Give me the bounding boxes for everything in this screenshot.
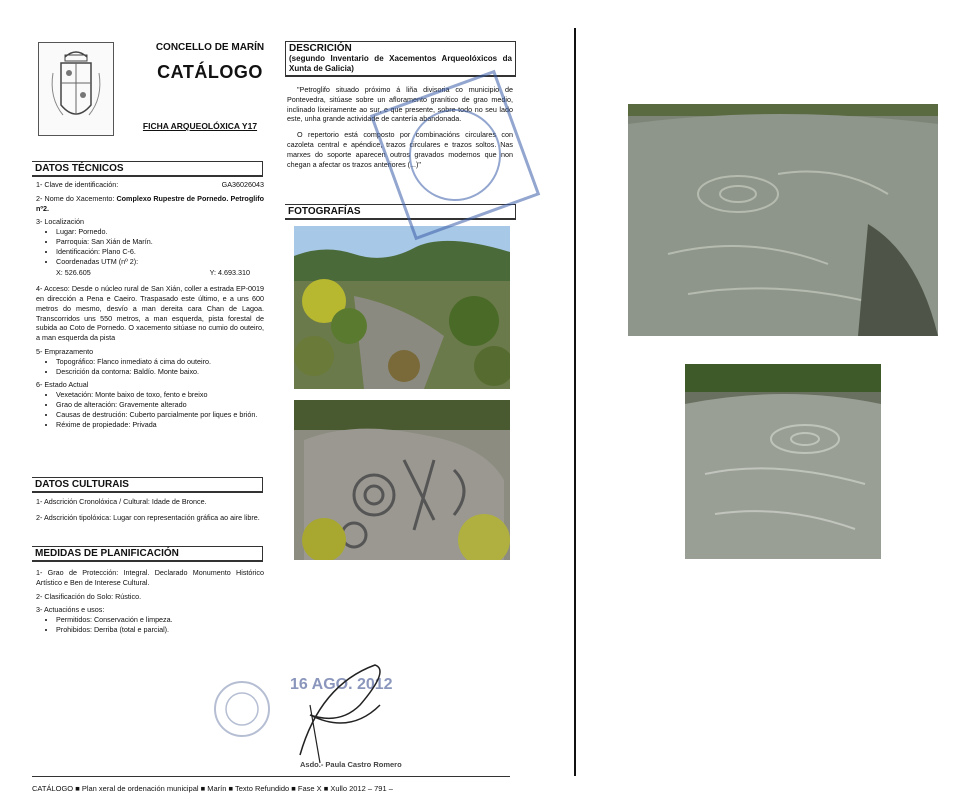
emprazamento-list [46, 357, 264, 377]
parroquia: • Parroquia: San Xián de Marín. [56, 237, 264, 247]
medidas-body [36, 568, 264, 637]
catalogue-title: CATÁLOGO [157, 62, 263, 82]
photo-rock-1 [628, 104, 938, 336]
lugar: • Lugar: Pornedo. [56, 227, 264, 237]
section-medidas: MEDIDAS DE PLANIFICACIÓN [32, 546, 263, 562]
localizacion-list [46, 227, 264, 266]
adscricion-tipo: 2- Adscrición tipolóxica: Lugar con representación gráfica ao aire libre. [36, 512, 260, 522]
seal-stamp [213, 680, 271, 738]
ficha-title: FICHA ARQUEOLÓXICA Y17 [142, 121, 258, 131]
coat-of-arms [38, 42, 114, 136]
footer: CATÁLOGO ■ Plan xeral de ordenación municipal ■ Marín ■ Texto Refundido ■ Fase X ■ Xullo 2012 – 791 – [32, 784, 393, 793]
actuacions-label: 3- Actuacións e usos: [36, 605, 105, 615]
date-stamp: 16 AGO. 2012 [290, 676, 393, 693]
identificacion: • Identificación: Plano C-6. [56, 247, 264, 257]
clasificacion: 2- Clasificación do Solo: Rústico. [36, 591, 142, 601]
signature-icon [280, 645, 400, 765]
nome-value: Complexo Rupestre de Pornedo. Petroglifo nº2. [36, 193, 264, 213]
coords-row [36, 268, 264, 278]
rexime: • Réxime de propiedade: Privada [56, 420, 264, 430]
permitidos: • Permitidos: Conservación e limpeza. [56, 615, 264, 625]
seal-stamp-icon [213, 680, 271, 738]
photo-landscape [294, 226, 510, 389]
adscricion-crono: 1- Adscrición Cronolóxica / Cultural: Idade de Bronce. [36, 497, 207, 506]
descricion-heading: DESCRICIÓN [289, 43, 352, 54]
signature-name: Asdo.- Paula Castro Romero [300, 760, 402, 769]
estado-label: 6- Estado Actual [36, 380, 89, 390]
coordenadas: • Coordenadas UTM (nº 2): [56, 257, 264, 267]
page-divider [574, 28, 576, 776]
descricion-para1: "Petroglifo situado próximo á liña divisoria co municipio de Pontevedra, sitúase sobre un afloramento granítico de grao medio, inclinado lixeiramente ao sur, e que presente, sobre todo no seu lado este, unha grande actividade de cantería abandonada. [287, 85, 513, 124]
datos-tecnicos-body [36, 180, 264, 431]
coat-of-arms-icon [39, 43, 113, 135]
clave-row [36, 180, 264, 190]
alteracion: • Grao de alteración: Gravemente alterado [56, 400, 264, 410]
section-fotografias: FOTOGRAFÍAS [285, 204, 516, 220]
contorna: • Descrición da contorna: Baldío. Monte baixo. [56, 367, 264, 377]
causas: • Causas de destrución: Cuberto parcialmente por liques e brión. [56, 410, 264, 420]
descricion-para2: O repertorio está composto por combinacións circulares con cazoleta central e apéndice, trazos circulares e trazos soltos. Nas marxes do soporte aparecen outros gravados modernos que non chegan a afectar os trazos anteriores (...)" [287, 130, 513, 169]
footer-rule [32, 776, 510, 777]
nome-label: 2- Nome do Xacemento: [36, 193, 115, 203]
clave-value: GA36026043 [221, 180, 264, 189]
council-name: CONCELLO DE MARÍN [155, 42, 265, 53]
photo-carving [294, 400, 510, 560]
signature [280, 645, 400, 765]
localizacion-label: 3- Localización [36, 217, 84, 227]
nome-row [36, 194, 264, 214]
section-datos-culturais: DATOS CULTURAIS [32, 477, 263, 493]
vexetacion: • Vexetación: Monte baixo de toxo, fento e breixo [56, 390, 264, 400]
emprazamento-label: 5- Emprazamento [36, 346, 94, 356]
clave-label: 1- Clave de identificación: [36, 180, 119, 189]
acceso: 4- Acceso: Desde o núcleo rural de San Xián, coller a estrada EP-0019 en dirección a Pena e Caeiro. Traspasado este último, e a uns 600 metros do mesmo, desvío a man dereita cara Chan de Lagoa. Transcorridos uns 550 metros, a man esquerda, pista forestal de subida ao Coto de Pornedo. O xacemento sitúase no cumio do outeiro, a man esquerda da pista [36, 284, 264, 343]
coord-y: Y: 4.693.310 [209, 268, 250, 278]
photo-rock-2 [685, 364, 881, 559]
descricion-subheading: (segundo Inventario de Xacementos Arqueolóxicos da Xunta de Galicia) [289, 54, 512, 73]
datos-culturais-body [36, 497, 264, 527]
coord-x: X: 526.605 [56, 268, 91, 278]
estado-list [46, 390, 264, 429]
prohibidos: • Prohibidos: Derriba (total e parcial). [56, 625, 264, 635]
section-datos-tecnicos: DATOS TÉCNICOS [32, 161, 263, 177]
actuacions-list [46, 615, 264, 635]
topografico: • Topográfico: Flanco inmediato á cima do outeiro. [56, 357, 264, 367]
proteccion: 1- Grao de Protección: Integral. Declarado Monumento Histórico Artístico e Ben de Interese Cultural. [36, 568, 264, 587]
